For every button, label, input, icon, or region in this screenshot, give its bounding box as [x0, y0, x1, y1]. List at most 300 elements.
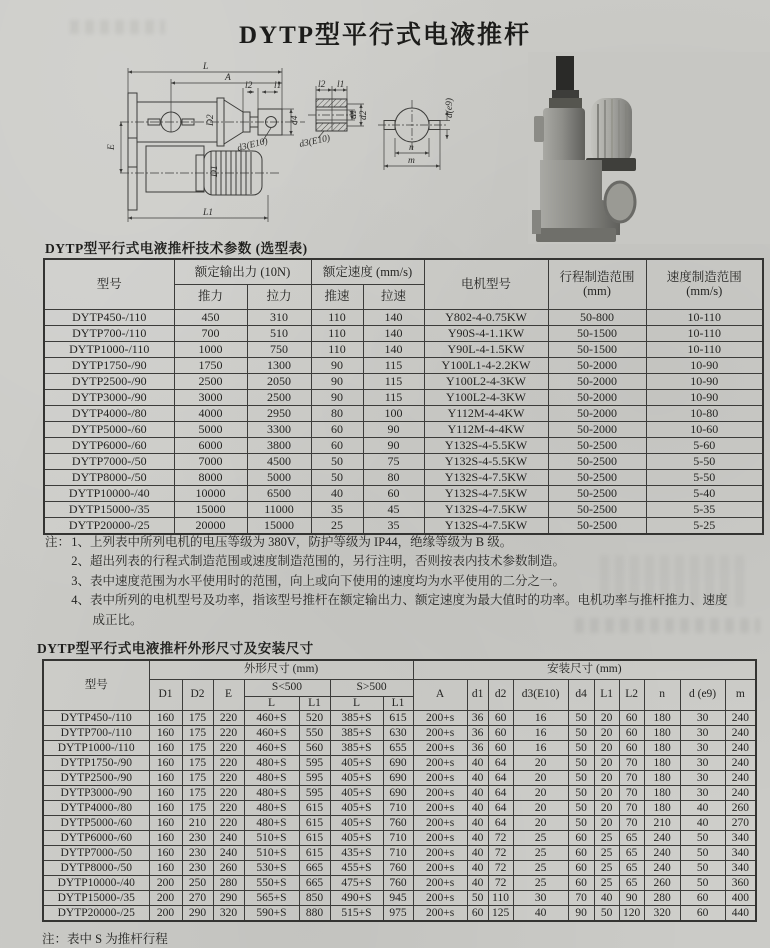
value-cell: 200 [149, 875, 182, 890]
col-header-rated-speed: 额定速度 (mm/s) [311, 259, 424, 284]
value-cell: 200+s [413, 770, 467, 785]
value-cell: 90 [363, 437, 424, 453]
value-cell: 240 [213, 830, 244, 845]
value-cell: 160 [149, 770, 182, 785]
value-cell: 405+S [330, 785, 383, 800]
value-cell: 240 [725, 785, 756, 800]
value-cell: 850 [299, 890, 330, 905]
stroke-range-line2: (mm) [583, 284, 611, 299]
value-cell: 220 [213, 800, 244, 815]
dimensions-table [42, 659, 757, 922]
value-cell: 25 [594, 830, 619, 845]
value-cell: 40 [467, 815, 488, 830]
value-cell: 460+S [244, 740, 299, 755]
value-cell: 115 [363, 389, 424, 405]
value-cell: 385+S [330, 710, 383, 725]
value-cell: 50 [568, 755, 594, 770]
value-cell: 200+s [413, 755, 467, 770]
value-cell: 5000 [174, 421, 247, 437]
value-cell: 20 [513, 815, 568, 830]
value-cell: 595 [299, 770, 330, 785]
value-cell: 975 [383, 905, 413, 921]
value-cell: 30 [513, 890, 568, 905]
value-cell: 240 [725, 740, 756, 755]
value-cell: 760 [383, 860, 413, 875]
value-cell: 385+S [330, 740, 383, 755]
value-cell: 200 [149, 890, 182, 905]
value-cell: 50-2500 [548, 469, 646, 485]
value-cell: 945 [383, 890, 413, 905]
dim-label-D1: D1 [210, 165, 220, 177]
value-cell: 530+S [244, 860, 299, 875]
value-cell: 40 [467, 800, 488, 815]
model-cell: DYTP15000-/35 [43, 890, 149, 905]
value-cell: Y90L-4-1.5KW [424, 341, 548, 357]
table-row [44, 453, 763, 469]
value-cell: 490+S [330, 890, 383, 905]
value-cell: 480+S [244, 755, 299, 770]
col-header-L-gt: L [330, 696, 383, 710]
value-cell: 2500 [174, 373, 247, 389]
value-cell: 3000 [174, 389, 247, 405]
table-row [44, 389, 763, 405]
value-cell: Y100L2-4-3KW [424, 373, 548, 389]
value-cell: 220 [213, 755, 244, 770]
value-cell: 110 [311, 325, 363, 341]
model-cell: DYTP10000-/40 [43, 875, 149, 890]
value-cell: 10-90 [646, 357, 763, 373]
speed-range-line2: (mm/s) [686, 284, 723, 299]
value-cell: 60 [619, 710, 644, 725]
value-cell: 20000 [174, 517, 247, 534]
value-cell: 60 [467, 905, 488, 921]
value-cell: 64 [488, 770, 513, 785]
dim-label-D2: D2 [206, 114, 216, 126]
value-cell: 25 [311, 517, 363, 534]
model-cell: DYTP2500-/90 [44, 373, 174, 389]
col-header-d1: d1 [467, 679, 488, 710]
value-cell: 25 [594, 860, 619, 875]
model-cell: DYTP8000-/50 [44, 469, 174, 485]
value-cell: Y90S-4-1.1KW [424, 325, 548, 341]
table-row [43, 725, 756, 740]
value-cell: 240 [725, 770, 756, 785]
value-cell: 60 [363, 485, 424, 501]
value-cell: 450 [174, 309, 247, 325]
value-cell: Y132S-4-7.5KW [424, 501, 548, 517]
page-title: DYTP型平行式电液推杆 [238, 22, 532, 49]
value-cell: 10-90 [646, 389, 763, 405]
value-cell: 72 [488, 845, 513, 860]
value-cell: 160 [149, 830, 182, 845]
model-cell: DYTP6000-/60 [44, 437, 174, 453]
col-header-L-lt: L [244, 696, 299, 710]
value-cell: 140 [363, 341, 424, 357]
value-cell: 25 [513, 830, 568, 845]
value-cell: 25 [513, 875, 568, 890]
value-cell: 110 [311, 309, 363, 325]
value-cell: 200+s [413, 875, 467, 890]
value-cell: 50 [568, 770, 594, 785]
value-cell: 240 [725, 725, 756, 740]
value-cell: 15000 [247, 517, 311, 534]
value-cell: 4500 [247, 453, 311, 469]
value-cell: 480+S [244, 800, 299, 815]
table-row [43, 800, 756, 815]
value-cell: 240 [213, 845, 244, 860]
model-cell: DYTP1000-/110 [44, 341, 174, 357]
value-cell: 40 [467, 785, 488, 800]
value-cell: 16 [513, 740, 568, 755]
value-cell: 200+s [413, 800, 467, 815]
col-header-d2: d2 [488, 679, 513, 710]
value-cell: 100 [363, 405, 424, 421]
value-cell: 665 [299, 875, 330, 890]
value-cell: 240 [644, 830, 680, 845]
col-header-outline-dims: 外形尺寸 (mm) [149, 660, 413, 679]
value-cell: 90 [311, 357, 363, 373]
value-cell: 50 [568, 725, 594, 740]
value-cell: 240 [725, 710, 756, 725]
value-cell: 10-60 [646, 421, 763, 437]
value-cell: 1300 [247, 357, 311, 373]
value-cell: 50 [568, 740, 594, 755]
value-cell: 50-2500 [548, 501, 646, 517]
value-cell: 510 [247, 325, 311, 341]
value-cell: 50 [680, 830, 725, 845]
value-cell: 6000 [174, 437, 247, 453]
value-cell: 10-80 [646, 405, 763, 421]
value-cell: 565+S [244, 890, 299, 905]
value-cell: 455+S [330, 860, 383, 875]
value-cell: 710 [383, 830, 413, 845]
value-cell: Y100L1-4-2.2KW [424, 357, 548, 373]
value-cell: 880 [299, 905, 330, 921]
value-cell: 2950 [247, 405, 311, 421]
value-cell: 16 [513, 725, 568, 740]
value-cell: 240 [644, 860, 680, 875]
value-cell: 360 [725, 875, 756, 890]
table-row [43, 755, 756, 770]
dim-label-E: E [107, 144, 117, 150]
value-cell: 340 [725, 860, 756, 875]
value-cell: 175 [182, 755, 213, 770]
value-cell: 160 [149, 725, 182, 740]
value-cell: 25 [513, 860, 568, 875]
col-header-L1-gt: L1 [383, 696, 413, 710]
value-cell: 435+S [330, 845, 383, 860]
value-cell: 50-2000 [548, 421, 646, 437]
value-cell: 120 [619, 905, 644, 921]
notes-label: 注： [45, 535, 71, 549]
model-cell: DYTP700-/110 [44, 325, 174, 341]
value-cell: 320 [213, 905, 244, 921]
value-cell: 40 [311, 485, 363, 501]
value-cell: 60 [680, 890, 725, 905]
note-item: 1、上列表中所列电机的电压等级为 380V，防护等级为 IP44，绝缘等级为 B 级。 [71, 535, 513, 549]
value-cell: 180 [644, 755, 680, 770]
value-cell: 50-2500 [548, 453, 646, 469]
value-cell: 175 [182, 710, 213, 725]
value-cell: 160 [149, 740, 182, 755]
dim-label-A: A [225, 73, 231, 83]
table-row [43, 710, 756, 725]
value-cell: 200+s [413, 725, 467, 740]
value-cell: 290 [213, 890, 244, 905]
dim-label-d2: d2 [359, 110, 369, 120]
model-cell: DYTP20000-/25 [43, 905, 149, 921]
col-header-push-speed: 推速 [311, 284, 363, 309]
value-cell: 5000 [247, 469, 311, 485]
value-cell: 40 [467, 755, 488, 770]
spec-table [43, 258, 764, 535]
value-cell: 405+S [330, 800, 383, 815]
value-cell: 160 [149, 800, 182, 815]
value-cell: 50-2000 [548, 357, 646, 373]
table-row [43, 770, 756, 785]
value-cell: 50-2000 [548, 373, 646, 389]
value-cell: 110 [488, 890, 513, 905]
value-cell: 20 [513, 755, 568, 770]
table-row [44, 309, 763, 325]
value-cell: 36 [467, 740, 488, 755]
value-cell: 40 [680, 800, 725, 815]
value-cell: 2500 [247, 389, 311, 405]
value-cell: 5-60 [646, 437, 763, 453]
gearbox [146, 146, 204, 192]
value-cell: 60 [568, 845, 594, 860]
table-row [44, 405, 763, 421]
value-cell: 60 [568, 860, 594, 875]
value-cell: 690 [383, 755, 413, 770]
value-cell: 30 [680, 755, 725, 770]
value-cell: 140 [363, 325, 424, 341]
dim-label-l1: l1 [337, 80, 345, 90]
value-cell: 515+S [330, 905, 383, 921]
value-cell: 50 [568, 815, 594, 830]
value-cell: 50-2500 [548, 437, 646, 453]
table-row [43, 860, 756, 875]
table-row [44, 437, 763, 453]
model-cell: DYTP7000-/50 [43, 845, 149, 860]
value-cell: 210 [182, 815, 213, 830]
value-cell: 25 [594, 875, 619, 890]
value-cell: 70 [619, 800, 644, 815]
dim-label-l2: l2 [245, 81, 253, 91]
model-cell: DYTP450-/110 [44, 309, 174, 325]
value-cell: 20 [594, 755, 619, 770]
col-header-L2: L2 [619, 679, 644, 710]
value-cell: Y132S-4-7.5KW [424, 469, 548, 485]
value-cell: 50 [568, 710, 594, 725]
value-cell: 550+S [244, 875, 299, 890]
value-cell: 64 [488, 755, 513, 770]
value-cell: 72 [488, 830, 513, 845]
model-cell: DYTP3000-/90 [43, 785, 149, 800]
value-cell: 700 [174, 325, 247, 341]
value-cell: 110 [311, 341, 363, 357]
value-cell: 35 [363, 517, 424, 534]
value-cell: 115 [363, 373, 424, 389]
col-header-speed-range [646, 259, 763, 309]
notes-list [71, 533, 737, 630]
note-item: 4、表中所列的电机型号及功率，指该型号推杆在额定输出力、额定速度为最大值时的功率。电机功率与推杆推力、速度成正比。 [71, 593, 728, 627]
value-cell: 5-35 [646, 501, 763, 517]
value-cell: 180 [644, 710, 680, 725]
col-header-stroke-gt-500: S>500 [330, 679, 413, 696]
value-cell: 175 [182, 785, 213, 800]
col-header-install-dims: 安装尺寸 (mm) [413, 660, 756, 679]
trunnion-drawing [378, 98, 455, 170]
value-cell: 11000 [247, 501, 311, 517]
value-cell: 200+s [413, 815, 467, 830]
value-cell: 520 [299, 710, 330, 725]
col-header-d4: d4 [568, 679, 594, 710]
value-cell: 200+s [413, 845, 467, 860]
value-cell: 340 [725, 830, 756, 845]
col-header-model: 型号 [44, 259, 174, 309]
table-row [44, 357, 763, 373]
value-cell: 220 [213, 815, 244, 830]
value-cell: 64 [488, 785, 513, 800]
value-cell: Y112M-4-4KW [424, 421, 548, 437]
value-cell: 90 [311, 389, 363, 405]
side-view-drawing [107, 62, 305, 222]
dimensions-table-body [43, 710, 756, 921]
model-cell: DYTP6000-/60 [43, 830, 149, 845]
value-cell: 230 [182, 830, 213, 845]
value-cell: 70 [619, 770, 644, 785]
value-cell: 60 [568, 830, 594, 845]
value-cell: 30 [680, 770, 725, 785]
stroke-range-line1: 行程制造范围 [559, 269, 635, 284]
table-row [44, 485, 763, 501]
value-cell: 240 [644, 845, 680, 860]
value-cell: 630 [383, 725, 413, 740]
value-cell: 270 [182, 890, 213, 905]
value-cell: 230 [182, 860, 213, 875]
model-cell: DYTP4000-/80 [43, 800, 149, 815]
value-cell: 160 [149, 710, 182, 725]
value-cell: 220 [213, 710, 244, 725]
value-cell: 70 [568, 890, 594, 905]
value-cell: 40 [680, 815, 725, 830]
col-header-motor-model: 电机型号 [424, 259, 548, 309]
value-cell: 615 [299, 830, 330, 845]
value-cell: 690 [383, 770, 413, 785]
model-cell: DYTP1750-/90 [43, 755, 149, 770]
value-cell: 30 [680, 740, 725, 755]
value-cell: 65 [619, 830, 644, 845]
col-header-stroke-lt-500: S<500 [244, 679, 330, 696]
value-cell: 16 [513, 710, 568, 725]
col-header-m: m [725, 679, 756, 710]
value-cell: 72 [488, 860, 513, 875]
value-cell: 50-2500 [548, 485, 646, 501]
value-cell: 40 [467, 845, 488, 860]
dim-label-L: L [203, 62, 209, 72]
value-cell: 385+S [330, 725, 383, 740]
col-header-n: n [644, 679, 680, 710]
value-cell: 20 [513, 800, 568, 815]
value-cell: 175 [182, 740, 213, 755]
value-cell: 50 [594, 905, 619, 921]
value-cell: 280 [213, 875, 244, 890]
value-cell: 15000 [174, 501, 247, 517]
value-cell: 560 [299, 740, 330, 755]
value-cell: 405+S [330, 815, 383, 830]
dim-label-d3: d3(E10) [236, 136, 269, 154]
dim-label-L1: L1 [203, 208, 214, 218]
spec-table-body [44, 309, 763, 534]
value-cell: 230 [182, 845, 213, 860]
value-cell: 140 [363, 309, 424, 325]
value-cell: 50 [467, 890, 488, 905]
dim-label-d1: d1 [349, 109, 359, 119]
value-cell: 50-2000 [548, 405, 646, 421]
value-cell: 50-1500 [548, 341, 646, 357]
value-cell: 20 [513, 785, 568, 800]
col-header-d-e9: d (e9) [680, 679, 725, 710]
value-cell: 50-2500 [548, 517, 646, 534]
value-cell: 50 [568, 785, 594, 800]
value-cell: 590+S [244, 905, 299, 921]
col-header-stroke-range [548, 259, 646, 309]
value-cell: 50 [680, 860, 725, 875]
value-cell: 160 [149, 785, 182, 800]
value-cell: 60 [488, 725, 513, 740]
value-cell: 2050 [247, 373, 311, 389]
value-cell: 180 [644, 740, 680, 755]
model-cell: DYTP7000-/50 [44, 453, 174, 469]
value-cell: 160 [149, 845, 182, 860]
value-cell: 550 [299, 725, 330, 740]
note-item: 2、超出列表的行程式制造范围或速度制造范围的，另行注明，否则按表内技术参数制造。 [71, 554, 566, 569]
col-header-pull-speed: 拉速 [363, 284, 424, 309]
value-cell: 210 [644, 815, 680, 830]
col-header-pull-force: 拉力 [247, 284, 311, 309]
value-cell: 3800 [247, 437, 311, 453]
value-cell: 1000 [174, 341, 247, 357]
value-cell: 60 [311, 437, 363, 453]
table-row [44, 469, 763, 485]
value-cell: 480+S [244, 770, 299, 785]
drawing-svg [0, 50, 770, 250]
value-cell: 460+S [244, 725, 299, 740]
value-cell: 70 [619, 755, 644, 770]
value-cell: 175 [182, 800, 213, 815]
value-cell: 615 [383, 710, 413, 725]
value-cell: 10000 [174, 485, 247, 501]
value-cell: 3300 [247, 421, 311, 437]
value-cell: Y100L2-4-3KW [424, 389, 548, 405]
model-cell: DYTP5000-/60 [43, 815, 149, 830]
value-cell: 65 [619, 845, 644, 860]
table-row [44, 517, 763, 534]
value-cell: 60 [680, 905, 725, 921]
value-cell: 70 [619, 785, 644, 800]
value-cell: 280 [644, 890, 680, 905]
value-cell: 40 [467, 875, 488, 890]
value-cell: 10-110 [646, 341, 763, 357]
value-cell: 200 [149, 905, 182, 921]
value-cell: 5-50 [646, 469, 763, 485]
value-cell: 5-50 [646, 453, 763, 469]
value-cell: 5-25 [646, 517, 763, 534]
value-cell: 200+s [413, 785, 467, 800]
value-cell: 20 [594, 725, 619, 740]
note-item: 3、表中速度范围为水平使用时的范围，向上或向下使用的速度均为水平使用的二分之一。 [71, 573, 566, 588]
